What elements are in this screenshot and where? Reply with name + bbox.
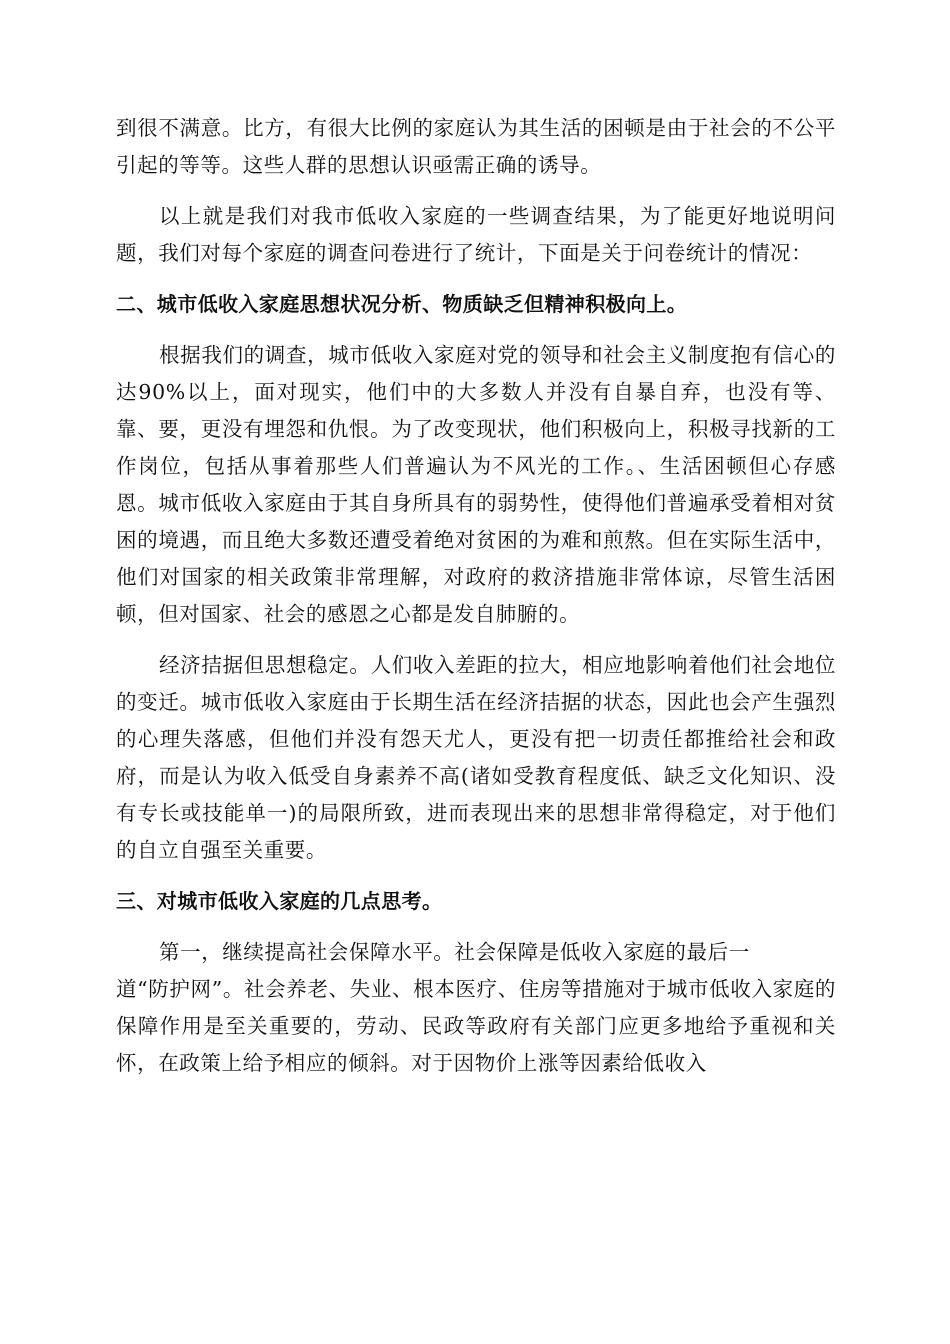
section-heading-2: 二、城市低收入家庭思想状况分析、物质缺乏但精神积极向上。 xyxy=(116,292,688,316)
paragraph-survey-summary: 以上就是我们对我市低收入家庭的一些调查结果，为了能更好地说明问题，我们对每个家庭的调查问卷进行了统计，下面是关于问卷统计的情况： xyxy=(116,204,836,265)
paragraph-economic-hardship: 经济拮据但思想稳定。人们收入差距的拉大，相应地影响着他们社会地位的变迁。城市低收入家庭由于长期生活在经济拮据的状态，因此也会产生强烈的心理失落感，但他们并没有怨天尤人，更没有把一切责任都推给社会和政府，而是认为收入低受自身素养不高(诸如受教育程度低、缺乏文化知识、没有专长或技能单一)的局限所致，进而表现出来的思想非常得稳定，对于他们的自立自强至关重要。 xyxy=(116,653,836,862)
paragraph-social-security: 道“防护网”。社会养老、失业、根本医疗、住房等措施对于城市低收入家庭的保障作用是至关重要的，劳动、民政等政府有关部门应更多地给予重视和关怀，在政策上给予相应的倾斜。对于因物价上涨等因素给低收入 xyxy=(116,977,836,1075)
paragraph-continuation: 到很不满意。比方，有很大比例的家庭认为其生活的困顿是由于社会的不公平引起的等等。这些人群的思想认识亟需正确的诱导。 xyxy=(116,116,836,177)
paragraph-ideological-status: 根据我们的调查，城市低收入家庭对党的领导和社会主义制度抱有信心的达90%以上，面对现实，他们中的大多数人并没有自暴自弃，也没有等、靠、要，更没有埋怨和仇恨。为了改变现状，他们积极向上，积极寻找新的工作岗位，包括从事着那些人们普遍认为不风光的工作。、生活困顿但心存感恩。城市低收入家庭由于其自身所具有的弱势性，使得他们普遍承受着相对贫困的境遇，而且绝大多数还遭受着绝对贫困的为难和煎熬。但在实际生活中，他们对国家的相关政策非常理解，对政府的救济措施非常体谅，尽管生活困顿，但对国家、社会的感恩之心都是发自肺腑的。 xyxy=(116,343,836,626)
paragraph-social-security-first-line: 第一，继续提高社会保障水平。社会保障是低收入家庭的最后一 xyxy=(159,940,750,964)
section-heading-3: 三、对城市低收入家庭的几点思考。 xyxy=(116,889,443,913)
document-body xyxy=(116,110,836,1082)
